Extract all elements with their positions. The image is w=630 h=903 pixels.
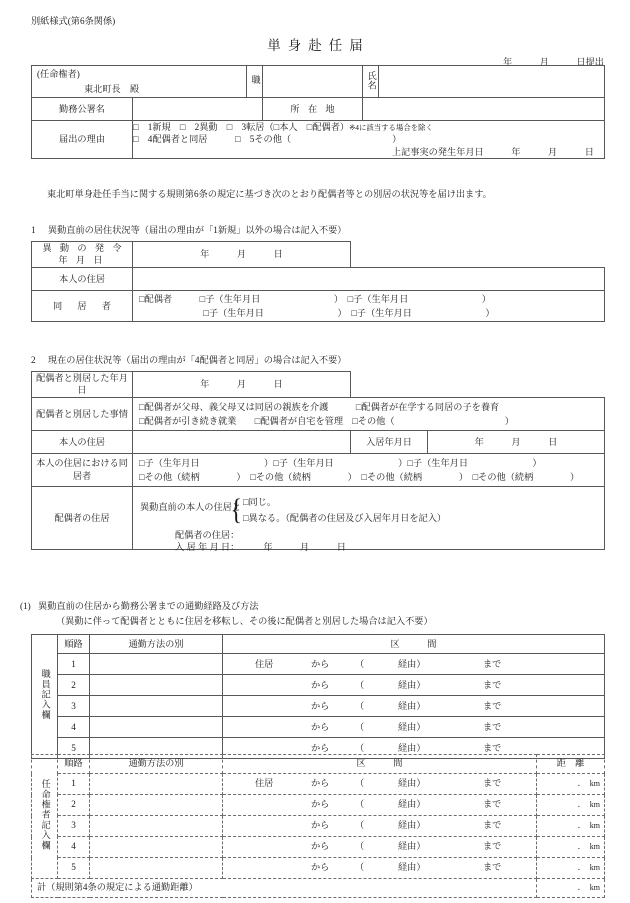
- segment-via: 経由）: [398, 841, 426, 852]
- table-row: [32, 696, 605, 717]
- segment-open-paren: （: [355, 679, 365, 690]
- route-method-input[interactable]: [90, 696, 223, 717]
- distance-input[interactable]: [537, 774, 605, 795]
- post-label: 職: [247, 66, 263, 98]
- spouse-lead-text: 異動直前の本人の住居と: [140, 501, 242, 512]
- office-input[interactable]: [133, 98, 263, 121]
- section-3-caption-line2: （異動に伴って配偶者とともに住居を移転し、その後に配偶者と別居した場合は記入不要）: [56, 616, 433, 626]
- route-method-input[interactable]: [90, 717, 223, 738]
- table-row: [32, 774, 605, 795]
- segment-made: まで: [483, 862, 502, 873]
- route-no: 3: [58, 696, 90, 717]
- segment-kara: から: [311, 679, 330, 690]
- reason-line-2[interactable]: □ 4配偶者と同居 □ 5その他（ ）: [133, 134, 402, 145]
- segment-via: 経由）: [398, 778, 426, 789]
- route-method-input[interactable]: [90, 675, 223, 696]
- table-row-cohabitants-2: [32, 453, 605, 486]
- table-row-spouse-residence: [32, 486, 605, 549]
- segment-open-paren: （: [355, 778, 365, 789]
- cohabitant-options-cell-2: [133, 453, 605, 486]
- movein-date-value[interactable]: 年 月 日: [428, 430, 605, 453]
- section-2-heading: [31, 352, 346, 366]
- cohabitant-options-cell: [133, 290, 605, 321]
- total-decimal: .: [577, 882, 580, 893]
- total-unit: km: [589, 882, 600, 892]
- cohabitant-label: 同 居 者: [32, 290, 133, 321]
- cohabitant-line-2[interactable]: □子（生年月日 ） □子（生年月日 ）: [139, 307, 495, 318]
- distance-unit: km: [589, 862, 600, 872]
- name-input[interactable]: [379, 66, 605, 98]
- total-label: 計（規則第4条の規定による通勤距離）: [32, 879, 537, 898]
- route-method-input[interactable]: [90, 795, 223, 816]
- table-row-separation-date: [32, 372, 605, 398]
- route-no: 4: [58, 837, 90, 858]
- route-segment[interactable]: [223, 837, 537, 858]
- intro-paragraph: 東北町単身赴任手当に関する規則第6条の規定に基づき次のとおり配偶者等との別居の状況等を届け出ます。: [47, 189, 492, 199]
- segment-via: 経由）: [398, 862, 426, 873]
- segment-made: まで: [483, 778, 502, 789]
- segment-open-paren: （: [355, 820, 365, 831]
- segment-kara: から: [311, 742, 330, 753]
- segment-kara: から: [311, 820, 330, 831]
- table-row: [32, 675, 605, 696]
- route-segment[interactable]: [223, 717, 605, 738]
- appointer-route-table: [31, 754, 605, 898]
- location-label: 所 在 地: [263, 98, 363, 121]
- location-input[interactable]: [363, 98, 605, 121]
- segment-kara: から: [311, 841, 330, 852]
- table-row: [32, 816, 605, 837]
- route-segment[interactable]: [223, 696, 605, 717]
- route-no: 5: [58, 738, 90, 759]
- route-segment[interactable]: [223, 795, 537, 816]
- distance-decimal: .: [577, 778, 580, 789]
- separation-date-value[interactable]: 年 月 日: [133, 372, 351, 398]
- route-no: 2: [58, 675, 90, 696]
- table-row-office: [32, 98, 605, 121]
- circumstance-label: 配偶者と別居した事情: [32, 397, 133, 430]
- own-residence-label-2: 本人の住居: [32, 430, 133, 453]
- route-segment[interactable]: [223, 675, 605, 696]
- table-row: [32, 654, 605, 675]
- own-residence-input-2[interactable]: [133, 430, 351, 453]
- distance-unit: km: [589, 841, 600, 851]
- segment-open-paren: （: [355, 862, 365, 873]
- segment-open-paren: （: [355, 841, 365, 852]
- cohabitant-line-1[interactable]: □配偶者 □子（生年月日 ） □子（生年月日 ）: [139, 293, 491, 304]
- spouse-option-same[interactable]: □同じ。: [243, 496, 277, 507]
- col-method-header: 通勤方法の別: [90, 755, 223, 774]
- route-method-input[interactable]: [90, 816, 223, 837]
- appointer-name: 東北町長 殿: [84, 83, 140, 94]
- order-date-value[interactable]: 年 月 日: [133, 242, 351, 268]
- circumstance-line-1[interactable]: □配偶者が父母、義父母又は同居の親族を介護 □配偶者が在学する同居の子を養育: [139, 401, 500, 412]
- distance-unit: km: [589, 820, 600, 830]
- movein-date-label: 入居年月日: [351, 430, 428, 453]
- total-distance-input[interactable]: [537, 879, 605, 898]
- office-label: 勤務公署名: [32, 98, 133, 121]
- segment-via: 経由）: [398, 799, 426, 810]
- order-date-label: 異 動 の 発 令 年 月 日: [32, 242, 133, 268]
- distance-input[interactable]: [537, 858, 605, 879]
- table-row-total: [32, 879, 605, 898]
- own-residence-input[interactable]: [133, 267, 605, 290]
- section-1-heading: [31, 222, 346, 236]
- reason-label: 届出の理由: [32, 121, 133, 159]
- submission-date-field[interactable]: 年 月 日提出: [502, 57, 604, 67]
- segment-made: まで: [483, 841, 502, 852]
- route-no: 1: [58, 774, 90, 795]
- table-row-reason: [32, 121, 605, 159]
- table-row-cohabitants: [32, 290, 605, 321]
- route-method-input[interactable]: [90, 774, 223, 795]
- section-2-table: [31, 371, 605, 550]
- table-row-circumstance: [32, 397, 605, 430]
- section-3-caption-line1: 異動直前の住居から勤務公署までの通勤経路及び方法: [38, 601, 259, 611]
- segment-kara: から: [311, 721, 330, 732]
- segment-made: まで: [483, 658, 502, 669]
- table-row-own-residence: [32, 267, 605, 290]
- section-2-number: 2: [31, 355, 36, 365]
- circumstance-line-2[interactable]: □配偶者が引き続き就業 □配偶者が自宅を管理 □その他（ ）: [139, 415, 514, 426]
- section-2-caption: 現在の居住状況等（届出の理由が「4配偶者と同居」の場合は記入不要）: [47, 355, 347, 365]
- table-row-appointer-header: [32, 755, 605, 774]
- route-method-input[interactable]: [90, 837, 223, 858]
- segment-made: まで: [483, 679, 502, 690]
- segment-via: 経由）: [398, 679, 426, 690]
- col-order-header: 順路: [58, 755, 90, 774]
- segment-open-paren: （: [355, 799, 365, 810]
- cohabitant-label-2: 本人の住居における同居者: [32, 453, 133, 486]
- brace-decoration: {: [230, 492, 242, 526]
- segment-open-paren: （: [355, 700, 365, 711]
- distance-input[interactable]: [537, 795, 605, 816]
- route-no: 3: [58, 816, 90, 837]
- section-1-number: 1: [31, 225, 36, 235]
- segment-made: まで: [483, 742, 502, 753]
- table-row-appointer: [32, 66, 605, 98]
- route-method-input[interactable]: [90, 654, 223, 675]
- segment-via: 経由）: [398, 742, 426, 753]
- route-segment[interactable]: [223, 774, 537, 795]
- spouse-residence-cell: [133, 486, 605, 552]
- reason-note: ※4に該当する場合を除く: [349, 123, 433, 132]
- name-label: 氏名: [363, 66, 379, 98]
- col-method-header: 通勤方法の別: [90, 635, 223, 654]
- spouse-residence-field[interactable]: 配偶者の住居：: [175, 529, 240, 540]
- col-section-header: 区 間: [223, 635, 605, 654]
- segment-via: 経由）: [398, 658, 426, 669]
- distance-decimal: .: [577, 820, 580, 831]
- distance-input[interactable]: [537, 837, 605, 858]
- segment-open-paren: （: [355, 742, 365, 753]
- segment-via: 経由）: [398, 820, 426, 831]
- segment-from-home: 住居: [255, 778, 274, 789]
- route-segment[interactable]: [223, 858, 537, 879]
- cohabitant-2-line-1[interactable]: □子（生年月日 ）□子（生年月日 ）□子（生年月日 ）: [139, 457, 542, 468]
- distance-unit: km: [589, 778, 600, 788]
- table-row-order-date: [32, 242, 605, 268]
- reason-options-row1[interactable]: □ 1新規 □ 2異動 □ 3転居（□本人 □配偶者）: [133, 122, 350, 132]
- distance-decimal: .: [577, 799, 580, 810]
- reason-occurrence-date[interactable]: 上記事実の発生年月日 年 月 日: [391, 146, 594, 157]
- segment-made: まで: [483, 820, 502, 831]
- separation-date-label: 配偶者と別居した年月日: [32, 372, 133, 398]
- applicant-header-table: [31, 65, 605, 159]
- table-row-staff-header: [32, 635, 605, 654]
- segment-kara: から: [311, 658, 330, 669]
- spouse-movein-field[interactable]: 入 居 年 月 日： 年 月 日: [175, 541, 346, 552]
- segment-kara: から: [311, 778, 330, 789]
- table-row: [32, 858, 605, 879]
- distance-unit: km: [589, 799, 600, 809]
- segment-open-paren: （: [355, 658, 365, 669]
- distance-input[interactable]: [537, 816, 605, 837]
- page-title: 単身赴任届: [267, 38, 370, 53]
- distance-decimal: .: [577, 862, 580, 873]
- segment-via: 経由）: [398, 721, 426, 732]
- spouse-residence-label: 配偶者の住居: [32, 486, 133, 549]
- segment-kara: から: [311, 862, 330, 873]
- reason-line-1[interactable]: [133, 121, 604, 133]
- segment-made: まで: [483, 721, 502, 732]
- table-row: [32, 795, 605, 816]
- segment-made: まで: [483, 700, 502, 711]
- route-method-input[interactable]: [90, 858, 223, 879]
- route-no: 5: [58, 858, 90, 879]
- staff-route-table: [31, 634, 605, 759]
- section-1-table: [31, 241, 605, 322]
- spouse-option-different[interactable]: □異なる。（配偶者の住居及び入居年月日を記入）: [243, 512, 447, 523]
- staff-vertical-label: 職員記入欄: [32, 635, 58, 759]
- col-distance-header: 距 離: [537, 755, 605, 774]
- post-input[interactable]: [263, 66, 363, 98]
- table-row: [32, 837, 605, 858]
- cohabitant-2-line-2[interactable]: □その他（続柄 ） □その他（続柄 ） □その他（続柄 ） □その他（続柄 ）: [139, 471, 580, 482]
- table-row-own-residence-2: [32, 430, 605, 453]
- appointer-cell: [32, 66, 247, 98]
- table-row: [32, 717, 605, 738]
- section-3-heading: [20, 598, 259, 612]
- route-no: 1: [58, 654, 90, 675]
- route-segment[interactable]: [223, 654, 605, 675]
- route-no: 2: [58, 795, 90, 816]
- section-1-caption: 異動直前の居住状況等（届出の理由が「1新規」以外の場合は記入不要）: [47, 225, 347, 235]
- section-3-number: (1): [20, 601, 31, 611]
- route-segment[interactable]: [223, 816, 537, 837]
- segment-kara: から: [311, 700, 330, 711]
- segment-made: まで: [483, 799, 502, 810]
- route-no: 4: [58, 717, 90, 738]
- order-date-spacer: [351, 242, 605, 268]
- segment-via: 経由）: [398, 700, 426, 711]
- segment-open-paren: （: [355, 721, 365, 732]
- appointer-label: (任命権者): [37, 69, 80, 79]
- segment-kara: から: [311, 799, 330, 810]
- distance-decimal: .: [577, 841, 580, 852]
- own-residence-label: 本人の住居: [32, 267, 133, 290]
- segment-from-home: 住居: [255, 658, 274, 669]
- col-section-header: 区 間: [223, 755, 537, 774]
- appointer-vertical-label: 任命権者記入欄: [32, 755, 58, 879]
- circumstance-options-cell: [133, 397, 605, 430]
- form-code-label: 別紙様式(第6条関係): [31, 16, 116, 26]
- separation-date-spacer: [351, 372, 605, 398]
- reason-options-cell: [133, 121, 605, 159]
- col-order-header: 順路: [58, 635, 90, 654]
